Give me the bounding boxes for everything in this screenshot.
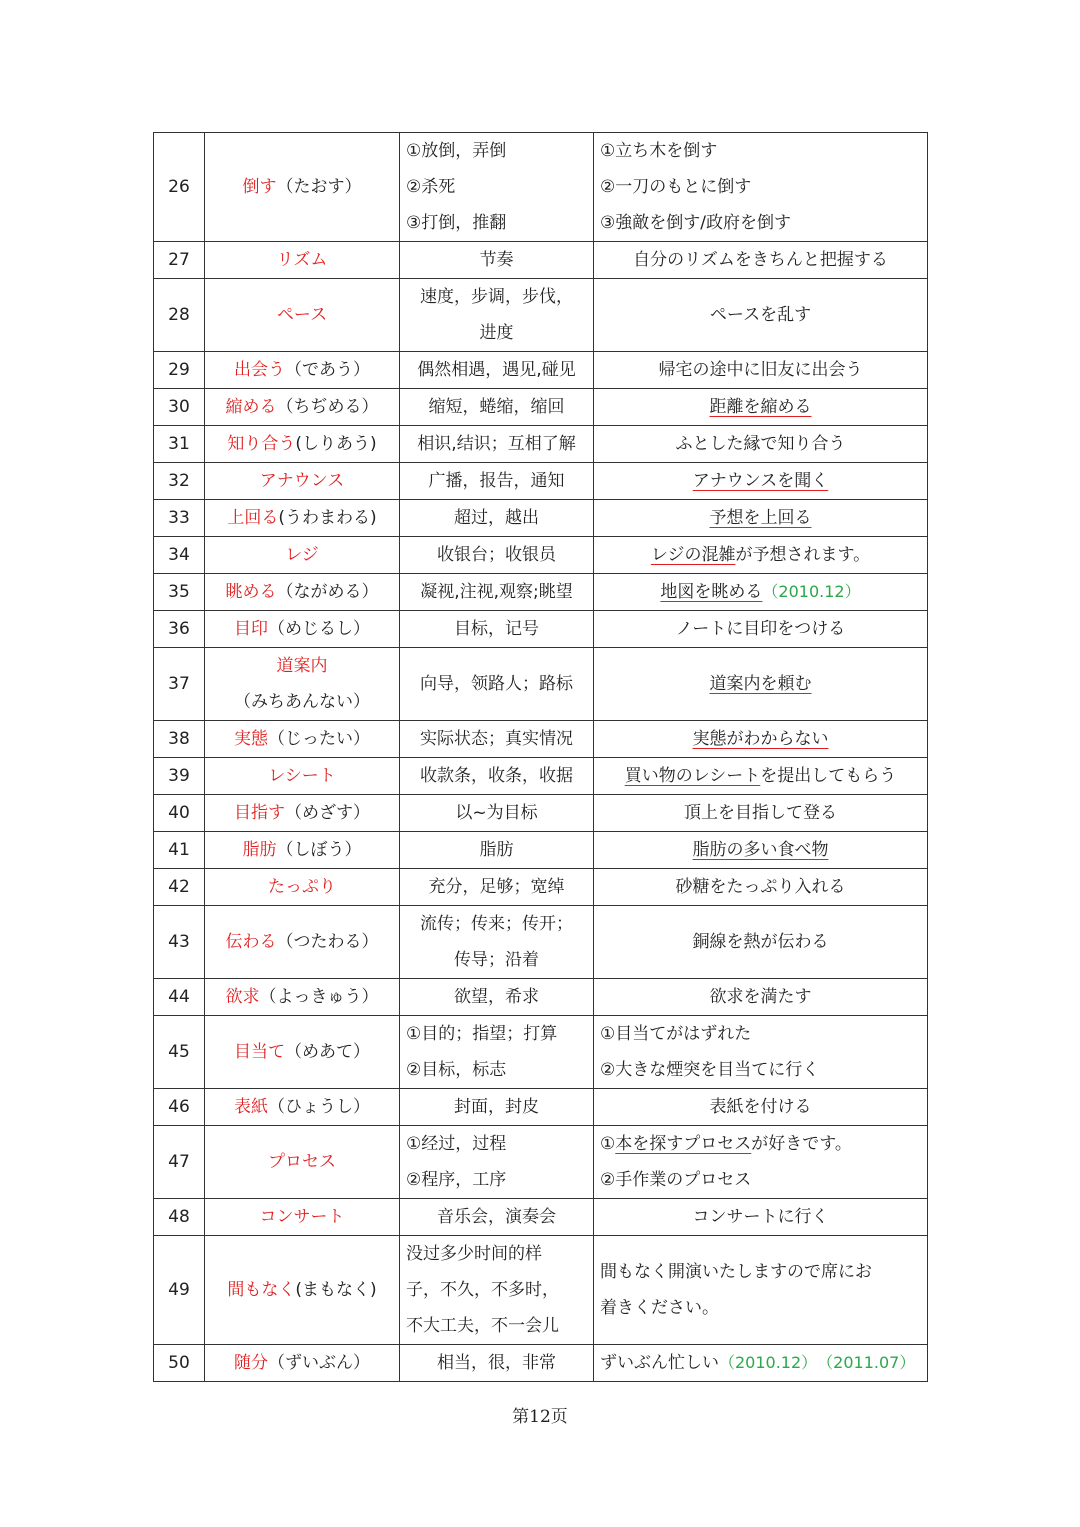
meaning-line: 节奏 [479, 250, 514, 270]
word-cell [205, 500, 400, 537]
word-term: 目印 [234, 619, 268, 639]
word-term: 縮める [225, 397, 277, 417]
meaning-cell [400, 133, 594, 242]
page-number: 第12页 [512, 1407, 568, 1427]
example-line [600, 463, 921, 499]
example-text: 自分のリズムをきちんと把握する [633, 250, 888, 270]
meaning-cell [400, 352, 594, 389]
example-text: を提出してもらう [760, 766, 897, 786]
row-number: 37 [154, 648, 205, 721]
example-cell [594, 500, 928, 537]
example-cell [594, 463, 928, 500]
table-row [154, 500, 928, 537]
word-cell [205, 463, 400, 500]
example-text: が予想されます。 [735, 545, 871, 565]
meaning-cell [400, 795, 594, 832]
word-cell [205, 869, 400, 906]
table-row [154, 1089, 928, 1126]
example-line [600, 795, 921, 831]
example-line [600, 426, 921, 462]
meaning-line: 凝视,注视,观察;眺望 [420, 582, 573, 602]
example-line [600, 721, 921, 757]
word-term: レジ [285, 545, 319, 565]
word-cell [205, 426, 400, 463]
table-row [154, 279, 928, 352]
example-line [600, 1254, 921, 1290]
example-text: ペースを乱す [709, 305, 812, 325]
table-row [154, 352, 928, 389]
word-cell [205, 832, 400, 869]
example-text: 銅線を熱が伝わる [692, 932, 829, 952]
example-cell [594, 574, 928, 611]
example-line [600, 537, 921, 573]
meaning-cell [400, 279, 594, 352]
word-term: 知り合う [227, 434, 296, 454]
row-number: 39 [154, 758, 205, 795]
word-term: ペース [276, 305, 328, 325]
meaning-line: 广播，报告，通知 [428, 471, 565, 491]
word-term: 道案内 [276, 656, 328, 676]
table-row [154, 389, 928, 426]
example-underlined: 地図を眺める [660, 582, 763, 602]
example-underlined: レジの混雑 [650, 545, 736, 565]
example-cell [594, 979, 928, 1016]
row-number: 35 [154, 574, 205, 611]
example-line [600, 205, 921, 241]
word-reading: (うわまわる) [278, 508, 377, 528]
example-cell [594, 1126, 928, 1199]
example-cell [594, 1236, 928, 1345]
example-cell [594, 1199, 928, 1236]
meaning-line: 偶然相遇，遇见,碰见 [417, 360, 576, 380]
word-cell [205, 537, 400, 574]
example-cell [594, 537, 928, 574]
table-body [154, 133, 928, 1382]
meaning-cell [400, 500, 594, 537]
example-line [600, 1052, 921, 1088]
word-term: 表紙 [234, 1097, 268, 1117]
row-number: 47 [154, 1126, 205, 1199]
meaning-line: 向导，领路人；路标 [420, 674, 573, 694]
row-number: 50 [154, 1345, 205, 1382]
meaning-cell [400, 1126, 594, 1199]
row-number: 28 [154, 279, 205, 352]
word-cell [205, 133, 400, 242]
word-cell [205, 979, 400, 1016]
example-cell [594, 389, 928, 426]
meaning-line: 封面，封皮 [454, 1097, 539, 1117]
example-line [600, 1345, 921, 1381]
word-term: 脂肪 [242, 840, 277, 860]
meaning-cell [400, 832, 594, 869]
table-row [154, 869, 928, 906]
example-text: ②大きな煙突を目当てに行く [600, 1060, 820, 1080]
meaning-line: ③打倒，推翻 [406, 213, 507, 233]
row-number: 44 [154, 979, 205, 1016]
meaning-cell [400, 1199, 594, 1236]
word-reading: （しぼう） [276, 840, 362, 860]
word-reading: （つたわる） [276, 932, 379, 952]
row-number: 49 [154, 1236, 205, 1345]
example-line [600, 133, 921, 169]
example-prefix: ① [600, 1134, 616, 1154]
meaning-line: ②目标，标志 [406, 1060, 507, 1080]
word-cell [205, 1016, 400, 1089]
word-reading: （ちぢめる） [276, 397, 379, 417]
word-cell [205, 352, 400, 389]
table-row [154, 832, 928, 869]
meaning-line: 缩短，蜷缩，缩回 [428, 397, 565, 417]
vocab-table [153, 132, 928, 1382]
meaning-line: 音乐会，演奏会 [437, 1207, 556, 1227]
example-cell [594, 758, 928, 795]
example-cell [594, 795, 928, 832]
meaning-cell [400, 1345, 594, 1382]
row-number: 27 [154, 242, 205, 279]
example-line [600, 389, 921, 425]
example-text: ずいぶん忙しい [600, 1353, 719, 1373]
word-term: リズム [276, 250, 328, 270]
example-underlined: 道案内を頼む [709, 674, 812, 694]
table-row [154, 979, 928, 1016]
word-cell [205, 758, 400, 795]
meaning-cell [400, 869, 594, 906]
word-cell [205, 795, 400, 832]
meaning-line: 没过多少时间的样 [406, 1244, 542, 1264]
word-term: 欲求 [225, 987, 260, 1007]
example-cell [594, 611, 928, 648]
example-line [600, 242, 921, 278]
example-cell [594, 279, 928, 352]
row-number: 43 [154, 906, 205, 979]
example-cell [594, 1345, 928, 1382]
word-reading: （めざす） [285, 803, 370, 823]
meaning-cell [400, 721, 594, 758]
word-cell [205, 611, 400, 648]
word-reading: （じったい） [268, 729, 370, 749]
example-line [600, 979, 921, 1015]
example-line [600, 869, 921, 905]
example-line [600, 1290, 921, 1326]
row-number: 33 [154, 500, 205, 537]
row-number: 45 [154, 1016, 205, 1089]
example-underlined: 本を探すプロセス [615, 1134, 752, 1154]
example-underlined: 実態がわからない [692, 729, 829, 749]
example-text: 間もなく開演いたしますので席にお [600, 1262, 872, 1282]
word-term: 実態 [234, 729, 268, 749]
example-line [600, 352, 921, 388]
example-text: ③強敵を倒す/政府を倒す [600, 213, 791, 233]
word-term: 上回る [227, 508, 279, 528]
example-underlined: 買い物のレシート [624, 766, 761, 786]
table-row [154, 463, 928, 500]
table-row [154, 537, 928, 574]
word-reading: （めあて） [285, 1042, 370, 1062]
example-underlined: 予想を上回る [709, 508, 812, 528]
word-cell [205, 1089, 400, 1126]
meaning-line: 进度 [479, 323, 514, 343]
example-text: 表紙を付ける [709, 1097, 812, 1117]
word-reading: （ひょうし） [268, 1097, 370, 1117]
table-row [154, 721, 928, 758]
meaning-cell [400, 611, 594, 648]
example-text: ②手作業のプロセス [600, 1170, 752, 1190]
example-line [600, 758, 921, 794]
row-number: 26 [154, 133, 205, 242]
word-term: プロセス [268, 1152, 336, 1172]
example-line [600, 924, 921, 960]
meaning-line: 相当，很，非常 [437, 1353, 556, 1373]
meaning-line: ①目的；指望；打算 [406, 1024, 558, 1044]
meaning-cell [400, 463, 594, 500]
word-reading: (まもなく) [295, 1280, 377, 1300]
example-text: ふとした縁で知り合う [675, 434, 846, 454]
word-term: 眺める [225, 582, 277, 602]
table-row [154, 1199, 928, 1236]
word-cell [205, 1345, 400, 1382]
meaning-cell [400, 906, 594, 979]
word-reading: （みちあんない） [234, 692, 370, 712]
word-reading: （めじるし） [268, 619, 370, 639]
meaning-cell [400, 1016, 594, 1089]
meaning-line: 速度，步调，步伐， [420, 287, 573, 307]
example-line [600, 1162, 921, 1198]
example-cell [594, 906, 928, 979]
row-number: 32 [154, 463, 205, 500]
meaning-cell [400, 426, 594, 463]
example-text: が好きです。 [751, 1134, 852, 1154]
word-cell [205, 721, 400, 758]
word-term: 随分 [234, 1353, 268, 1373]
meaning-cell [400, 389, 594, 426]
example-line [600, 666, 921, 702]
meaning-line: ①经过，过程 [406, 1134, 507, 1154]
exam-date: （2010.12） （2011.07） [719, 1353, 916, 1372]
example-underlined: 脂肪の多い食べ物 [692, 840, 829, 860]
word-cell [205, 1199, 400, 1236]
table-row [154, 426, 928, 463]
meaning-line: 目标，记号 [454, 619, 539, 639]
meaning-cell [400, 574, 594, 611]
row-number: 42 [154, 869, 205, 906]
meaning-line: ②杀死 [406, 177, 456, 197]
word-term: 間もなく [227, 1280, 296, 1300]
meaning-cell [400, 537, 594, 574]
example-text: 帰宅の途中に旧友に出会う [658, 360, 863, 380]
word-term: コンサート [259, 1207, 345, 1227]
row-number: 30 [154, 389, 205, 426]
word-cell [205, 1126, 400, 1199]
example-line [600, 1016, 921, 1052]
example-line [600, 611, 921, 647]
meaning-cell [400, 979, 594, 1016]
example-cell [594, 133, 928, 242]
example-cell [594, 832, 928, 869]
example-underlined: 距離を縮める [709, 397, 812, 417]
example-text: ①立ち木を倒す [600, 141, 718, 161]
example-line [600, 169, 921, 205]
word-term: 伝わる [225, 932, 277, 952]
word-reading: （であう） [285, 360, 370, 380]
word-reading: （よっきゅう） [259, 987, 379, 1007]
meaning-cell [400, 758, 594, 795]
meaning-line: 欲望，希求 [454, 987, 539, 1007]
meaning-line: ①放倒，弄倒 [406, 141, 507, 161]
meaning-line: 不大工夫，不一会儿 [406, 1316, 559, 1336]
table-row [154, 574, 928, 611]
example-cell [594, 242, 928, 279]
table-row [154, 1126, 928, 1199]
row-number: 40 [154, 795, 205, 832]
row-number: 36 [154, 611, 205, 648]
example-text: 頂上を目指して登る [684, 803, 837, 823]
word-term: 出会う [234, 360, 285, 380]
word-term: 目当て [234, 1042, 285, 1062]
meaning-cell [400, 1089, 594, 1126]
word-reading: (しりあう) [295, 434, 377, 454]
meaning-line: 充分，足够；宽绰 [428, 877, 565, 897]
example-cell [594, 869, 928, 906]
table-row [154, 242, 928, 279]
example-line [600, 1199, 921, 1235]
meaning-cell [400, 1236, 594, 1345]
table-row [154, 906, 928, 979]
word-term: 目指す [234, 803, 285, 823]
example-line [600, 1126, 921, 1162]
meaning-line: 子，不久，不多时， [406, 1280, 559, 1300]
example-cell [594, 1089, 928, 1126]
word-cell [205, 242, 400, 279]
example-line [600, 574, 921, 610]
row-number: 38 [154, 721, 205, 758]
example-text: ノートに目印をつける [675, 619, 846, 639]
example-text: 着きください。 [600, 1298, 719, 1318]
row-number: 46 [154, 1089, 205, 1126]
row-number: 29 [154, 352, 205, 389]
meaning-line: 实际状态；真实情况 [420, 729, 573, 749]
word-term: 倒す [242, 177, 277, 197]
example-cell [594, 648, 928, 721]
example-cell [594, 426, 928, 463]
word-cell [205, 648, 400, 721]
example-line [600, 297, 921, 333]
meaning-line: 传导；沿着 [454, 950, 539, 970]
word-term: アナウンス [259, 471, 345, 491]
example-line [600, 500, 921, 536]
table-row [154, 758, 928, 795]
meaning-line: 流传；传来；传开； [420, 914, 573, 934]
meaning-cell [400, 648, 594, 721]
example-cell [594, 721, 928, 758]
example-cell [594, 352, 928, 389]
example-line [600, 1089, 921, 1125]
example-text: 欲求を満たす [709, 987, 812, 1007]
example-text: ②一刀のもとに倒す [600, 177, 752, 197]
row-number: 48 [154, 1199, 205, 1236]
row-number: 31 [154, 426, 205, 463]
meaning-line: 收款条，收条，收据 [420, 766, 573, 786]
word-cell [205, 389, 400, 426]
word-term: レシート [268, 766, 336, 786]
word-term: たっぷり [268, 877, 336, 897]
example-cell [594, 1016, 928, 1089]
meaning-line: 超过，越出 [454, 508, 539, 528]
table-row [154, 1016, 928, 1089]
example-line [600, 832, 921, 868]
example-text: 砂糖をたっぷり入れる [675, 877, 846, 897]
word-cell [205, 574, 400, 611]
meaning-line: 相识,结识；互相了解 [417, 434, 576, 454]
table-row [154, 1345, 928, 1382]
table-row [154, 795, 928, 832]
exam-date: （2010.12） [762, 582, 861, 601]
meaning-line: ②程序，工序 [406, 1170, 507, 1190]
row-number: 41 [154, 832, 205, 869]
table-row [154, 648, 928, 721]
table-row [154, 611, 928, 648]
meaning-line: 收银台；收银员 [437, 545, 556, 565]
word-cell [205, 1236, 400, 1345]
example-text: コンサートに行く [692, 1207, 829, 1227]
word-reading: （ながめる） [276, 582, 379, 602]
word-reading: （ずいぶん） [268, 1353, 370, 1373]
word-reading: （たおす） [276, 177, 362, 197]
table-row [154, 1236, 928, 1345]
table-row [154, 133, 928, 242]
example-text: ①目当てがはずれた [600, 1024, 752, 1044]
meaning-line: 以~为目标 [455, 803, 538, 823]
meaning-line: 脂肪 [479, 840, 514, 860]
row-number: 34 [154, 537, 205, 574]
word-cell [205, 906, 400, 979]
meaning-cell [400, 242, 594, 279]
example-underlined: アナウンスを聞く [692, 471, 829, 491]
word-cell [205, 279, 400, 352]
